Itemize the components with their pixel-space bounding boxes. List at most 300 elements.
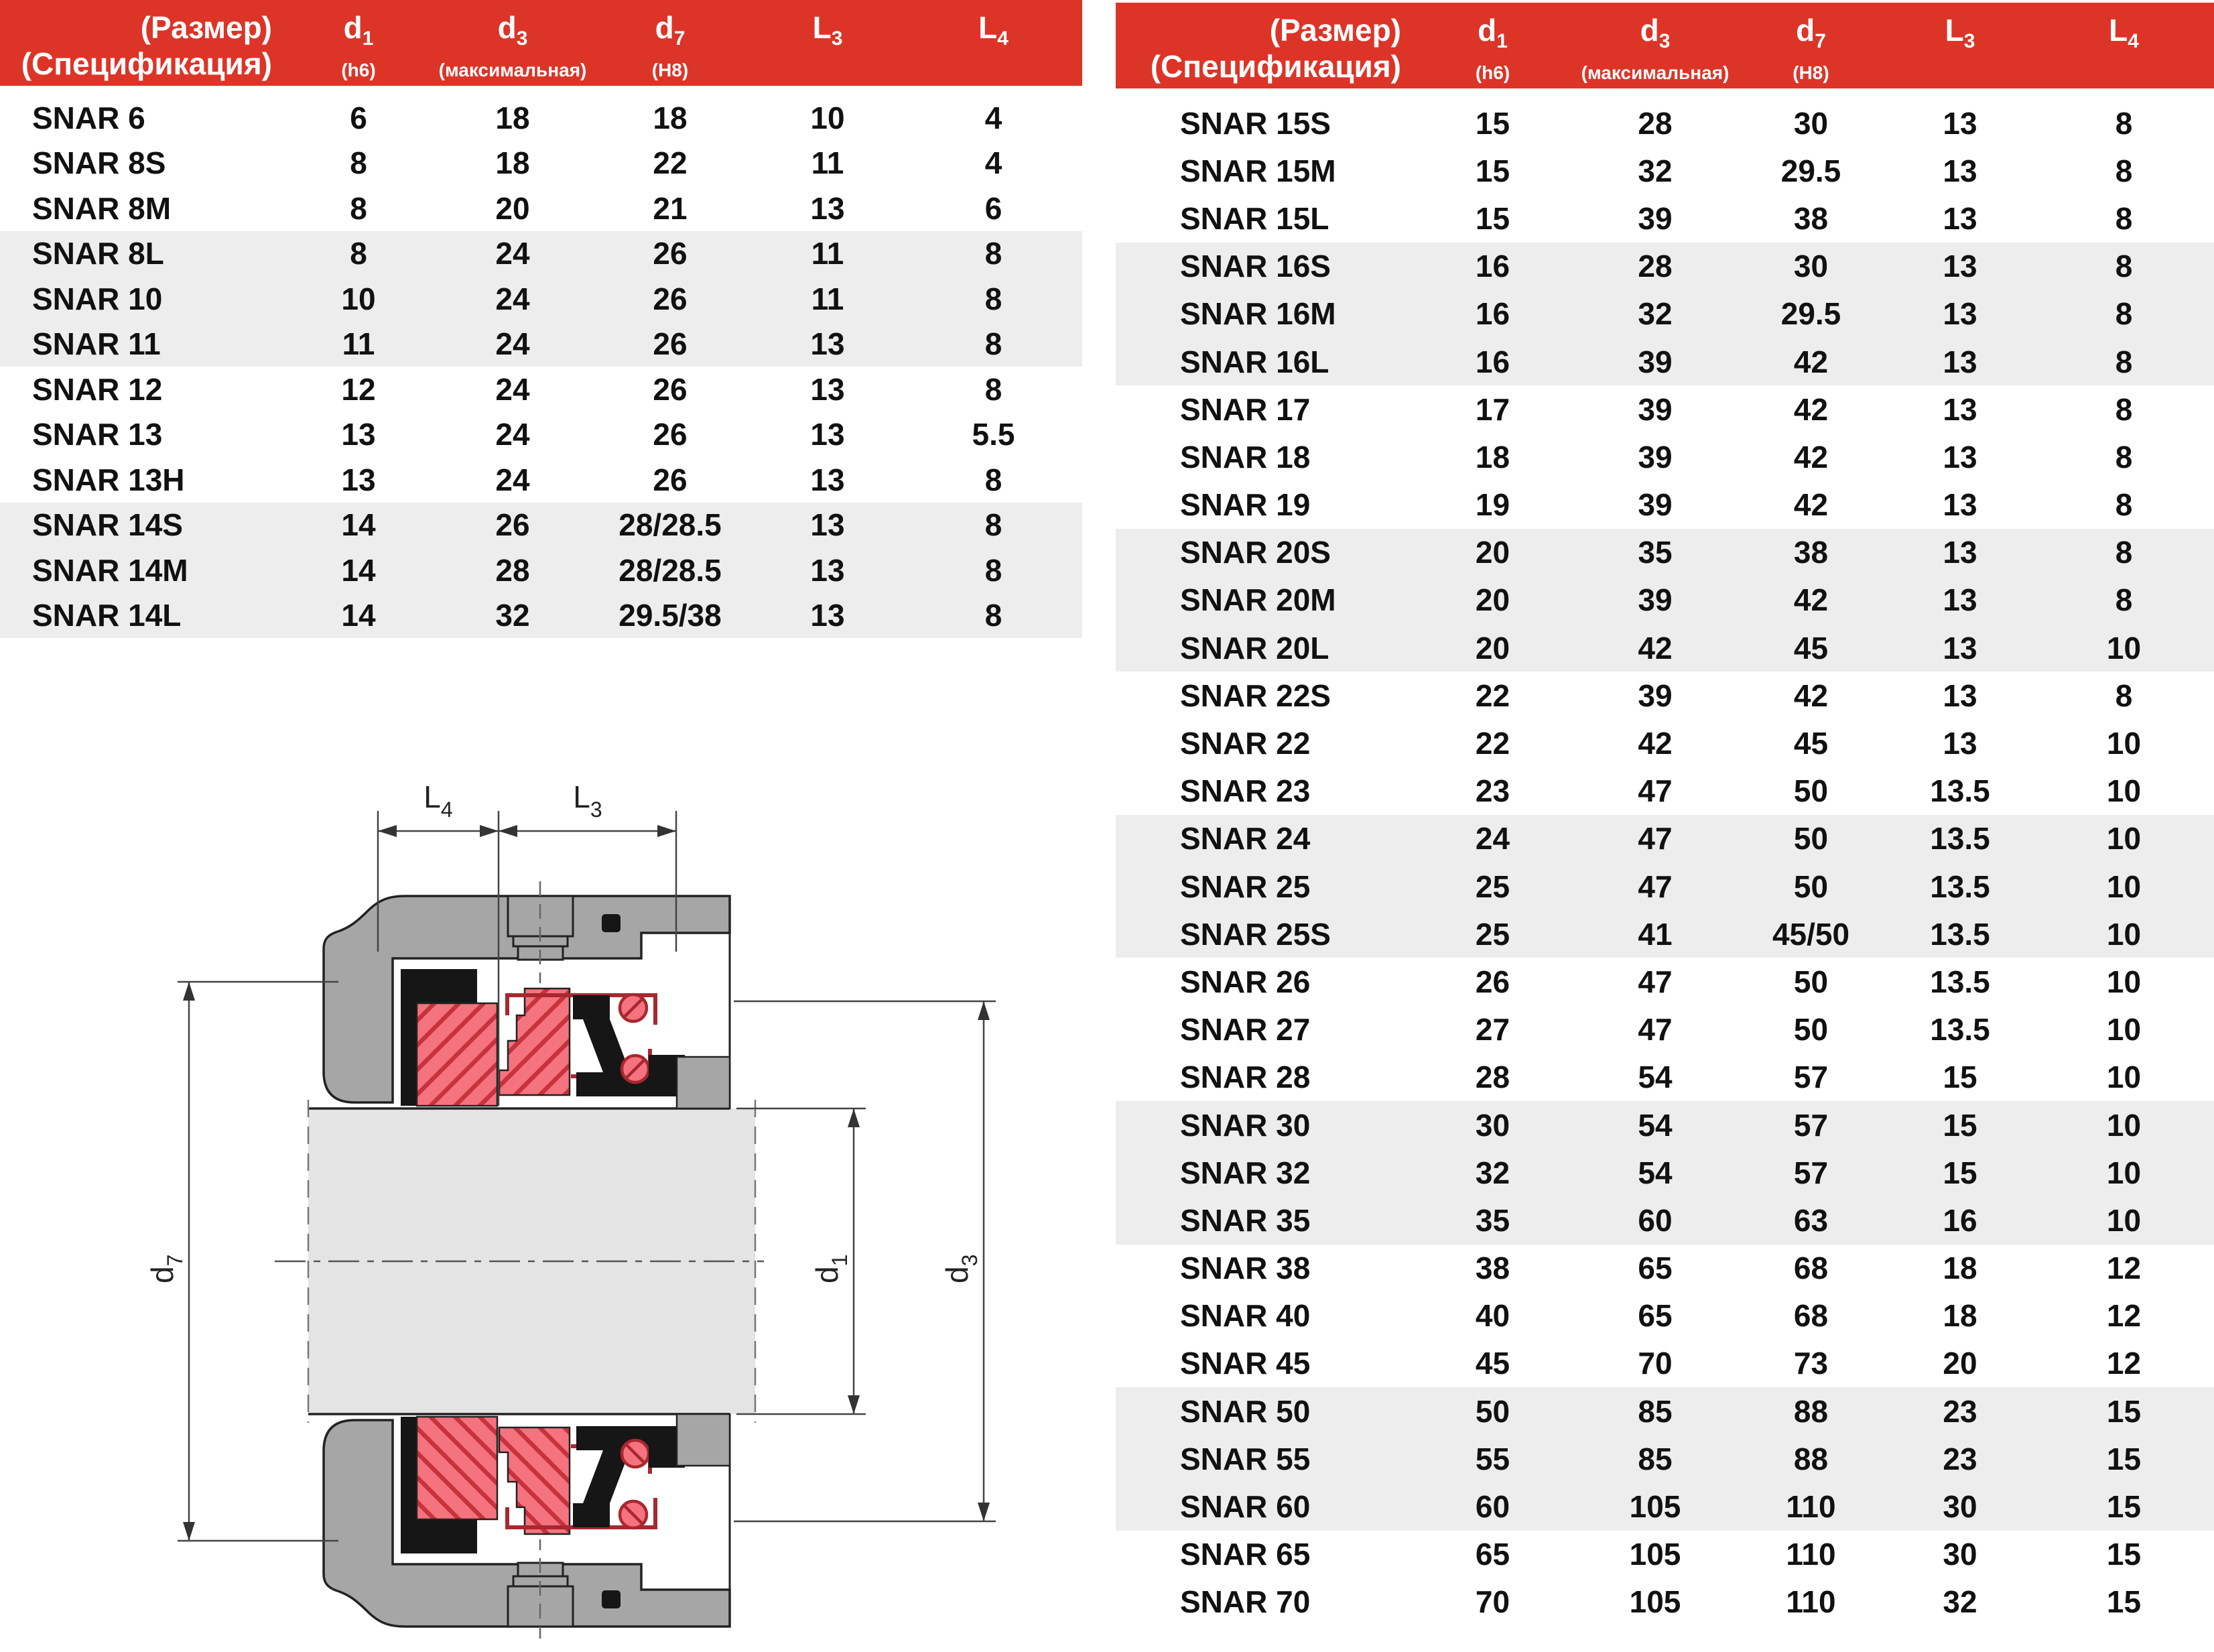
row-value-cell: 11 <box>811 236 844 271</box>
column-note-d3: (максимальная) <box>1581 62 1730 84</box>
row-value-cell: 39 <box>1638 344 1673 379</box>
row-value-cell: 30 <box>1475 1107 1510 1143</box>
row-value-cell: 13 <box>810 190 845 226</box>
table-row <box>1116 1482 2214 1530</box>
row-value-cell: 12 <box>2106 1251 2142 1286</box>
row-value-cell: 68 <box>1793 1251 1829 1286</box>
row-value-cell: 105 <box>1629 1537 1681 1572</box>
row-value-cell: 13 <box>810 417 845 452</box>
row-value-cell: 8 <box>984 326 1002 362</box>
row-value-cell: 26 <box>653 417 688 452</box>
row-value-cell: 8 <box>2115 344 2133 379</box>
row-value-cell: 13 <box>1943 344 1977 379</box>
table-row <box>1116 1196 2214 1244</box>
row-name-cell: SNAR 22S <box>1180 678 1331 713</box>
stationary-seat <box>417 1003 497 1106</box>
column-header-L4: $L_4$ <box>978 10 1008 50</box>
table-row <box>1116 147 2214 194</box>
row-value-cell: 47 <box>1638 1012 1673 1047</box>
row-value-cell: 26 <box>653 281 688 316</box>
row-value-cell: 22 <box>653 145 688 181</box>
row-name-cell: SNAR 40 <box>1180 1298 1311 1334</box>
row-value-cell: 13 <box>341 417 376 452</box>
row-value-cell: 20 <box>1475 582 1510 618</box>
row-value-cell: 68 <box>1793 1298 1829 1334</box>
row-value-cell: 65 <box>1475 1537 1510 1572</box>
row-value-cell: 27 <box>1475 1012 1510 1047</box>
row-value-cell: 26 <box>653 236 688 271</box>
dim-label-d7: $d_7$ <box>145 1254 187 1283</box>
table-row <box>1116 194 2214 242</box>
row-name-cell: SNAR 14M <box>32 552 188 588</box>
row-value-cell: 8 <box>2115 200 2133 236</box>
row-value-cell: 26 <box>653 462 688 497</box>
table-row <box>1116 1292 2214 1340</box>
row-value-cell: 25 <box>1475 869 1510 904</box>
row-value-cell: 39 <box>1638 439 1673 474</box>
dim-label-d1: $d_1$ <box>809 1254 852 1283</box>
row-value-cell: 30 <box>1943 1489 1977 1525</box>
row-value-cell: 15 <box>2106 1537 2142 1572</box>
row-value-cell: 35 <box>1638 535 1673 570</box>
row-name-cell: SNAR 8L <box>32 236 164 271</box>
row-value-cell: 13 <box>810 552 845 588</box>
column-note-d3: (максимальная) <box>438 60 587 81</box>
row-value-cell: 13 <box>1943 153 1977 188</box>
row-value-cell: 60 <box>1638 1202 1673 1238</box>
table-row <box>1116 1531 2214 1578</box>
row-value-cell: 110 <box>1786 1537 1836 1572</box>
table-row <box>1116 1578 2214 1626</box>
row-name-cell: SNAR 24 <box>1180 821 1311 856</box>
row-value-cell: 6 <box>984 190 1002 226</box>
row-value-cell: 28/28.5 <box>618 507 722 543</box>
row-value-cell: 110 <box>1786 1489 1836 1525</box>
row-value-cell: 13 <box>1943 678 1977 713</box>
row-value-cell: 47 <box>1638 821 1673 856</box>
row-value-cell: 8 <box>2115 678 2133 713</box>
row-value-cell: 16 <box>1475 296 1510 332</box>
table-row <box>0 457 1082 503</box>
row-value-cell: 10 <box>2106 821 2142 856</box>
table-row <box>0 276 1082 322</box>
row-value-cell: 24 <box>495 281 530 316</box>
row-value-cell: 24 <box>495 326 530 362</box>
row-value-cell: 54 <box>1638 1060 1673 1095</box>
row-value-cell: 29.5 <box>1780 153 1841 188</box>
row-value-cell: 14 <box>341 598 376 633</box>
row-value-cell: 13.5 <box>1930 821 1990 856</box>
row-name-cell: SNAR 23 <box>1180 773 1311 809</box>
table-body <box>0 95 1082 638</box>
table-row <box>1116 99 2214 147</box>
row-name-cell: SNAR 13 <box>32 417 163 452</box>
row-value-cell: 54 <box>1638 1155 1673 1190</box>
row-value-cell: 26 <box>1475 964 1510 999</box>
table-row <box>0 593 1082 639</box>
row-value-cell: 8 <box>2115 391 2133 427</box>
column-header-d7: $d_7$ (H8) <box>590 9 751 86</box>
row-value-cell: 13.5 <box>1930 773 1990 809</box>
header-size-label: (Размер) <box>1269 13 1401 48</box>
row-value-cell: 70 <box>1475 1584 1510 1620</box>
row-value-cell: 15 <box>2106 1489 2142 1525</box>
row-name-cell: SNAR 13H <box>32 462 185 497</box>
header-size-label: (Размер) <box>140 10 272 45</box>
row-value-cell: 13 <box>1943 439 1977 474</box>
table-row <box>0 141 1082 186</box>
row-value-cell: 30 <box>1793 249 1829 284</box>
row-name-cell: SNAR 30 <box>1180 1107 1311 1143</box>
row-value-cell: 42 <box>1793 344 1829 379</box>
column-header-d1: $d_1$ (h6) <box>281 9 436 86</box>
row-name-cell: SNAR 25 <box>1180 869 1311 904</box>
row-value-cell: 11 <box>342 326 375 362</box>
column-header-L4: $L_4$ <box>2109 13 2139 53</box>
row-value-cell: 50 <box>1793 964 1829 999</box>
row-value-cell: 15 <box>1475 153 1510 188</box>
row-value-cell: 39 <box>1638 391 1673 427</box>
row-value-cell: 13 <box>1943 105 1977 141</box>
row-value-cell: 19 <box>1475 487 1510 523</box>
row-value-cell: 8 <box>350 145 367 181</box>
row-value-cell: 10 <box>2106 869 2142 904</box>
row-name-cell: SNAR 18 <box>1180 439 1311 474</box>
row-value-cell: 35 <box>1475 1202 1510 1238</box>
table-header <box>0 0 1082 86</box>
row-value-cell: 47 <box>1638 964 1673 999</box>
row-value-cell: 8 <box>2115 439 2133 474</box>
collar <box>677 1057 730 1108</box>
row-name-cell: SNAR 70 <box>1180 1584 1311 1620</box>
row-value-cell: 4 <box>984 100 1002 135</box>
row-value-cell: 18 <box>495 145 530 181</box>
dim-label-d3: $d_3$ <box>939 1254 982 1283</box>
row-value-cell: 13 <box>1943 249 1977 284</box>
row-value-cell: 42 <box>1793 487 1829 523</box>
row-name-cell: SNAR 35 <box>1180 1202 1311 1238</box>
table-row <box>0 548 1082 593</box>
row-value-cell: 10 <box>2106 1060 2142 1095</box>
row-name-cell: SNAR 25S <box>1180 916 1331 952</box>
row-value-cell: 23 <box>1475 773 1510 809</box>
spec-table-right <box>1116 3 2214 1626</box>
row-name-cell: SNAR 28 <box>1180 1060 1311 1095</box>
row-name-cell: SNAR 8S <box>32 145 166 181</box>
row-value-cell: 15 <box>2106 1584 2142 1620</box>
column-note-d1: (h6) <box>341 60 376 81</box>
row-value-cell: 15 <box>2106 1441 2142 1476</box>
row-value-cell: 10 <box>810 100 845 135</box>
row-value-cell: 29.5/38 <box>618 598 722 633</box>
row-value-cell: 50 <box>1793 773 1829 809</box>
row-value-cell: 50 <box>1793 1012 1829 1047</box>
row-value-cell: 13 <box>810 371 845 407</box>
table-row <box>1116 767 2214 815</box>
row-name-cell: SNAR 50 <box>1180 1393 1311 1429</box>
row-value-cell: 29.5 <box>1780 296 1841 332</box>
table-row <box>1116 1245 2214 1292</box>
table-row <box>0 186 1082 231</box>
row-value-cell: 50 <box>1475 1393 1510 1429</box>
row-value-cell: 8 <box>984 281 1002 316</box>
row-value-cell: 41 <box>1638 916 1673 952</box>
row-value-cell: 10 <box>2106 964 2142 999</box>
row-value-cell: 10 <box>2106 773 2142 809</box>
row-value-cell: 21 <box>653 190 688 226</box>
row-value-cell: 57 <box>1793 1155 1829 1190</box>
row-value-cell: 10 <box>2106 630 2142 665</box>
row-value-cell: 60 <box>1475 1489 1510 1525</box>
row-value-cell: 42 <box>1638 726 1673 761</box>
row-value-cell: 42 <box>1793 678 1829 713</box>
row-name-cell: SNAR 22 <box>1180 726 1311 761</box>
row-name-cell: SNAR 15M <box>1180 153 1336 188</box>
table-row <box>1116 290 2214 338</box>
row-value-cell: 26 <box>495 507 530 543</box>
row-name-cell: SNAR 55 <box>1180 1441 1311 1476</box>
row-value-cell: 8 <box>984 371 1002 407</box>
row-name-cell: SNAR 12 <box>32 371 163 407</box>
row-value-cell: 13 <box>810 598 845 633</box>
table-row <box>1116 624 2214 672</box>
row-value-cell: 10 <box>2106 916 2142 952</box>
table-row <box>1116 1387 2214 1435</box>
row-value-cell: 22 <box>1475 726 1510 761</box>
row-name-cell: SNAR 20S <box>1180 535 1331 570</box>
table-row <box>0 95 1082 141</box>
column-note-d7: (H8) <box>651 60 689 81</box>
row-value-cell: 24 <box>495 462 530 497</box>
row-value-cell: 8 <box>984 236 1002 271</box>
row-value-cell: 45 <box>1793 726 1829 761</box>
table-row <box>1116 1006 2214 1054</box>
column-header-size-spec <box>1116 12 1411 88</box>
row-value-cell: 28 <box>1475 1060 1510 1095</box>
row-value-cell: 13.5 <box>1930 869 1990 904</box>
row-value-cell: 6 <box>350 100 367 135</box>
table-row <box>1116 1340 2214 1387</box>
row-value-cell: 39 <box>1638 487 1673 523</box>
row-value-cell: 28 <box>1638 249 1673 284</box>
row-name-cell: SNAR 16S <box>1180 249 1331 284</box>
row-name-cell: SNAR 26 <box>1180 964 1311 999</box>
row-value-cell: 57 <box>1793 1060 1829 1095</box>
row-value-cell: 28 <box>495 552 530 588</box>
row-value-cell: 23 <box>1943 1441 1977 1476</box>
table-row <box>1116 481 2214 529</box>
row-value-cell: 13 <box>1943 296 1977 332</box>
row-value-cell: 26 <box>653 326 688 362</box>
row-value-cell: 45/50 <box>1772 916 1850 952</box>
row-value-cell: 14 <box>341 507 376 543</box>
row-value-cell: 13 <box>1943 535 1977 570</box>
row-name-cell: SNAR 6 <box>32 100 145 135</box>
row-value-cell: 10 <box>2106 1107 2142 1143</box>
row-value-cell: 20 <box>1475 535 1510 570</box>
table-row <box>1116 958 2214 1005</box>
row-value-cell: 105 <box>1629 1489 1681 1525</box>
table-row <box>0 231 1082 277</box>
row-value-cell: 15 <box>1943 1155 1977 1190</box>
column-header-size-spec <box>0 9 281 86</box>
table-row <box>1116 1435 2214 1482</box>
row-value-cell: 13.5 <box>1930 1012 1990 1047</box>
row-value-cell: 50 <box>1793 821 1829 856</box>
row-value-cell: 32 <box>1638 296 1673 332</box>
row-name-cell: SNAR 17 <box>1180 391 1311 427</box>
table-row <box>1116 672 2214 719</box>
row-value-cell: 42 <box>1793 582 1829 618</box>
row-name-cell: SNAR 16M <box>1180 296 1336 332</box>
row-value-cell: 5.5 <box>972 417 1015 452</box>
row-value-cell: 88 <box>1793 1441 1829 1476</box>
oring-icon <box>602 914 621 932</box>
row-value-cell: 12 <box>2106 1346 2142 1381</box>
column-header-L3: $L_3$ <box>812 10 843 50</box>
row-value-cell: 20 <box>495 190 530 226</box>
row-value-cell: 42 <box>1793 439 1829 474</box>
row-value-cell: 42 <box>1793 391 1829 427</box>
row-value-cell: 32 <box>1638 153 1673 188</box>
row-value-cell: 14 <box>341 552 376 588</box>
row-value-cell: 12 <box>341 371 376 407</box>
row-value-cell: 8 <box>2115 535 2133 570</box>
row-value-cell: 105 <box>1629 1584 1681 1620</box>
row-value-cell: 26 <box>653 371 688 407</box>
row-value-cell: 15 <box>1943 1107 1977 1143</box>
spring-icon <box>620 995 649 1082</box>
row-value-cell: 8 <box>984 507 1002 543</box>
row-value-cell: 8 <box>2115 582 2133 618</box>
row-value-cell: 8 <box>984 462 1002 497</box>
row-value-cell: 45 <box>1793 630 1829 665</box>
row-value-cell: 8 <box>2115 487 2133 523</box>
row-value-cell: 63 <box>1793 1202 1829 1238</box>
row-value-cell: 40 <box>1475 1298 1510 1334</box>
row-value-cell: 65 <box>1638 1251 1673 1286</box>
row-value-cell: 70 <box>1638 1346 1673 1381</box>
row-name-cell: SNAR 15L <box>1180 200 1329 236</box>
row-value-cell: 13 <box>1943 487 1977 523</box>
dimension-d3 <box>734 1001 996 1521</box>
row-value-cell: 8 <box>2115 296 2133 332</box>
row-value-cell: 25 <box>1475 916 1510 952</box>
row-name-cell: SNAR 11 <box>32 326 161 362</box>
seal-cross-section-diagram <box>141 727 1032 1639</box>
row-value-cell: 15 <box>1475 200 1510 236</box>
rotating-face <box>499 989 570 1095</box>
row-value-cell: 85 <box>1638 1441 1673 1476</box>
row-value-cell: 13 <box>810 462 845 497</box>
row-value-cell: 24 <box>495 236 530 271</box>
row-value-cell: 30 <box>1943 1537 1977 1572</box>
column-header-d3: $d_3$ (максимальная) <box>436 9 590 86</box>
row-value-cell: 39 <box>1638 200 1673 236</box>
row-value-cell: 18 <box>1475 439 1510 474</box>
row-value-cell: 8 <box>350 190 367 226</box>
header-spec-label: (Спецификация) <box>21 46 272 81</box>
table-row <box>1116 529 2214 576</box>
row-value-cell: 39 <box>1638 582 1673 618</box>
row-value-cell: 57 <box>1793 1107 1829 1143</box>
table-row <box>0 322 1082 367</box>
table-row <box>1116 910 2214 958</box>
row-value-cell: 65 <box>1638 1298 1673 1334</box>
row-value-cell: 8 <box>2115 249 2133 284</box>
row-value-cell: 16 <box>1475 249 1510 284</box>
row-name-cell: SNAR 20L <box>1180 630 1329 665</box>
row-value-cell: 85 <box>1638 1393 1673 1429</box>
table-row <box>1116 243 2214 290</box>
dim-label-L3: $L_3$ <box>573 779 602 822</box>
row-value-cell: 38 <box>1793 200 1829 236</box>
row-value-cell: 24 <box>1475 821 1510 856</box>
row-value-cell: 18 <box>495 100 530 135</box>
row-name-cell: SNAR 14S <box>32 507 183 543</box>
row-name-cell: SNAR 45 <box>1180 1346 1311 1381</box>
row-value-cell: 54 <box>1638 1107 1673 1143</box>
row-value-cell: 11 <box>811 281 844 316</box>
row-value-cell: 8 <box>984 598 1002 633</box>
row-value-cell: 17 <box>1475 391 1510 427</box>
table-row <box>0 412 1082 458</box>
row-value-cell: 24 <box>495 417 530 452</box>
spec-table-left <box>0 0 1082 638</box>
row-value-cell: 15 <box>1475 105 1510 141</box>
dim-label-L4: $L_4$ <box>424 779 453 822</box>
row-value-cell: 22 <box>1475 678 1510 713</box>
row-value-cell: 13 <box>810 507 845 543</box>
row-value-cell: 30 <box>1793 105 1829 141</box>
row-name-cell: SNAR 15S <box>1180 105 1331 141</box>
row-value-cell: 11 <box>811 145 844 181</box>
table-body <box>1116 99 2214 1626</box>
row-value-cell: 38 <box>1475 1251 1510 1286</box>
row-value-cell: 47 <box>1638 869 1673 904</box>
row-value-cell: 13 <box>1943 391 1977 427</box>
row-value-cell: 10 <box>2106 1012 2142 1047</box>
row-name-cell: SNAR 32 <box>1180 1155 1311 1190</box>
row-value-cell: 8 <box>2115 105 2133 141</box>
column-header-L3: $L_3$ <box>1945 13 1975 53</box>
table-row <box>1116 863 2214 910</box>
column-header-d7: $d_7$ (H8) <box>1736 12 1886 88</box>
table-row <box>1116 719 2214 767</box>
row-value-cell: 12 <box>2106 1298 2142 1334</box>
table-row <box>1116 1101 2214 1149</box>
row-value-cell: 110 <box>1786 1584 1836 1620</box>
row-value-cell: 32 <box>495 598 530 633</box>
row-value-cell: 8 <box>350 236 367 271</box>
row-value-cell: 42 <box>1638 630 1673 665</box>
table-row <box>0 503 1082 548</box>
column-note-d1: (h6) <box>1475 62 1510 84</box>
row-value-cell: 13 <box>1943 582 1977 618</box>
table-header <box>1116 3 2214 88</box>
row-name-cell: SNAR 19 <box>1180 487 1311 523</box>
column-header-d1: $d_1$ (h6) <box>1411 12 1575 88</box>
table-row <box>1116 1054 2214 1101</box>
row-value-cell: 39 <box>1638 678 1673 713</box>
row-value-cell: 20 <box>1475 630 1510 665</box>
row-value-cell: 8 <box>984 552 1002 588</box>
row-value-cell: 13 <box>341 462 376 497</box>
row-value-cell: 13 <box>1943 726 1977 761</box>
table-row <box>1116 815 2214 863</box>
row-value-cell: 50 <box>1793 869 1829 904</box>
row-value-cell: 10 <box>2106 1202 2142 1238</box>
